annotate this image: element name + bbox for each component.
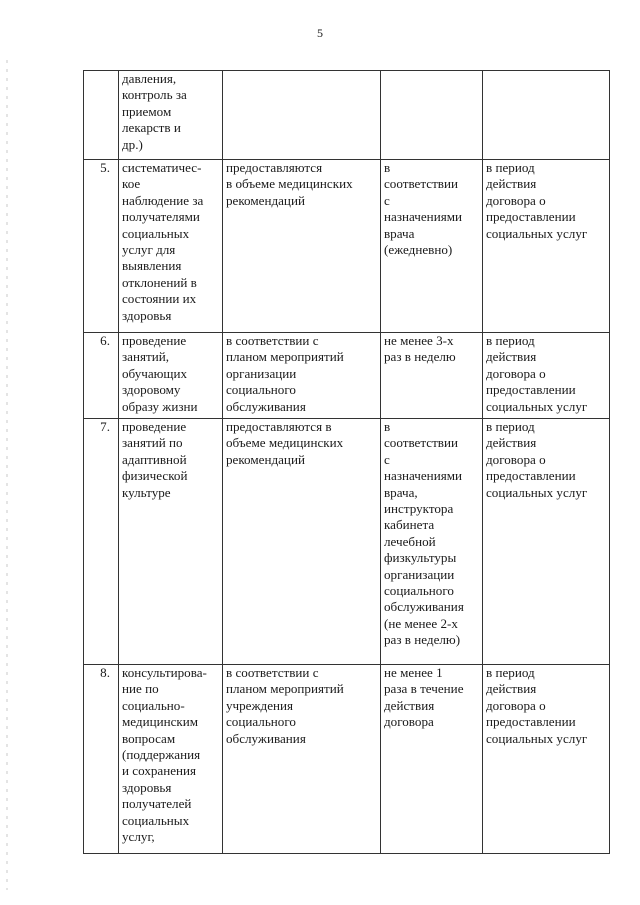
volume-cell xyxy=(223,665,381,854)
frequency-text: не менее 1 раза в течение действия договора xyxy=(384,665,464,730)
table-row-8 xyxy=(84,665,610,854)
term-text: в период действия договора о предоставлении социальных услуг xyxy=(486,160,588,241)
table-row-7 xyxy=(84,419,610,665)
volume-cell xyxy=(223,333,381,419)
term-text: в период действия договора о предоставлении социальных услуг xyxy=(486,665,588,746)
row-number: 7. xyxy=(100,419,110,434)
service-cell xyxy=(119,160,223,333)
row-number-cell xyxy=(84,419,119,665)
row-number-cell xyxy=(84,665,119,854)
volume-text: предоставляются в объеме медицинских рекомендаций xyxy=(226,160,353,208)
volume-text: в соответствии с планом мероприятий учреждения социального обслуживания xyxy=(226,665,344,746)
volume-cell xyxy=(223,419,381,665)
service-text: проведение занятий, обучающих здоровому образу жизни xyxy=(122,333,198,414)
frequency-cell xyxy=(381,160,483,333)
term-cell xyxy=(483,665,610,854)
term-cell xyxy=(483,419,610,665)
frequency-cell xyxy=(381,419,483,665)
services-table xyxy=(83,70,610,854)
row-number-cell xyxy=(84,71,119,160)
volume-cell xyxy=(223,71,381,160)
scan-edge-artifact xyxy=(6,60,8,890)
row-number: 6. xyxy=(100,333,110,348)
page-number: 5 xyxy=(317,26,323,40)
service-text: давления, контроль за приемом лекарств и др.) xyxy=(122,71,187,152)
volume-text: предоставляются в объеме медицинских рекомендаций xyxy=(226,419,344,467)
row-number: 5. xyxy=(100,160,110,175)
service-text: консультирова- ние по социально- медицинским вопросам (поддержания и сохранения здоровья получателей социальных услуг, xyxy=(122,665,207,845)
service-cell xyxy=(119,419,223,665)
frequency-text: не менее 3-х раз в неделю xyxy=(384,333,456,365)
frequency-cell xyxy=(381,665,483,854)
table-row-6 xyxy=(84,333,610,419)
service-text: проведение занятий по адаптивной физической культуре xyxy=(122,419,188,500)
table-row-continuation xyxy=(84,71,610,160)
row-number-cell xyxy=(84,160,119,333)
service-cell xyxy=(119,333,223,419)
term-cell xyxy=(483,71,610,160)
volume-cell xyxy=(223,160,381,333)
term-cell xyxy=(483,333,610,419)
frequency-cell xyxy=(381,71,483,160)
service-cell xyxy=(119,665,223,854)
term-text: в период действия договора о предоставлении социальных услуг xyxy=(486,419,588,500)
frequency-text: в соответствии с назначениями врача (ежедневно) xyxy=(384,160,463,258)
term-cell xyxy=(483,160,610,333)
table-row-5 xyxy=(84,160,610,333)
frequency-text: в соответствии с назначениями врача, инструктора кабинета лечебной физкультуры организации социального обслуживания (не менее 2-х раз в неделю) xyxy=(384,419,464,648)
row-number-cell xyxy=(84,333,119,419)
frequency-cell xyxy=(381,333,483,419)
service-text: систематичес- кое наблюдение за получателями социальных услуг для выявления отклонений в состоянии их здоровья xyxy=(122,160,204,323)
row-number: 8. xyxy=(100,665,110,680)
term-text: в период действия договора о предоставлении социальных услуг xyxy=(486,333,588,414)
service-cell xyxy=(119,71,223,160)
volume-text: в соответствии с планом мероприятий организации социального обслуживания xyxy=(226,333,344,414)
